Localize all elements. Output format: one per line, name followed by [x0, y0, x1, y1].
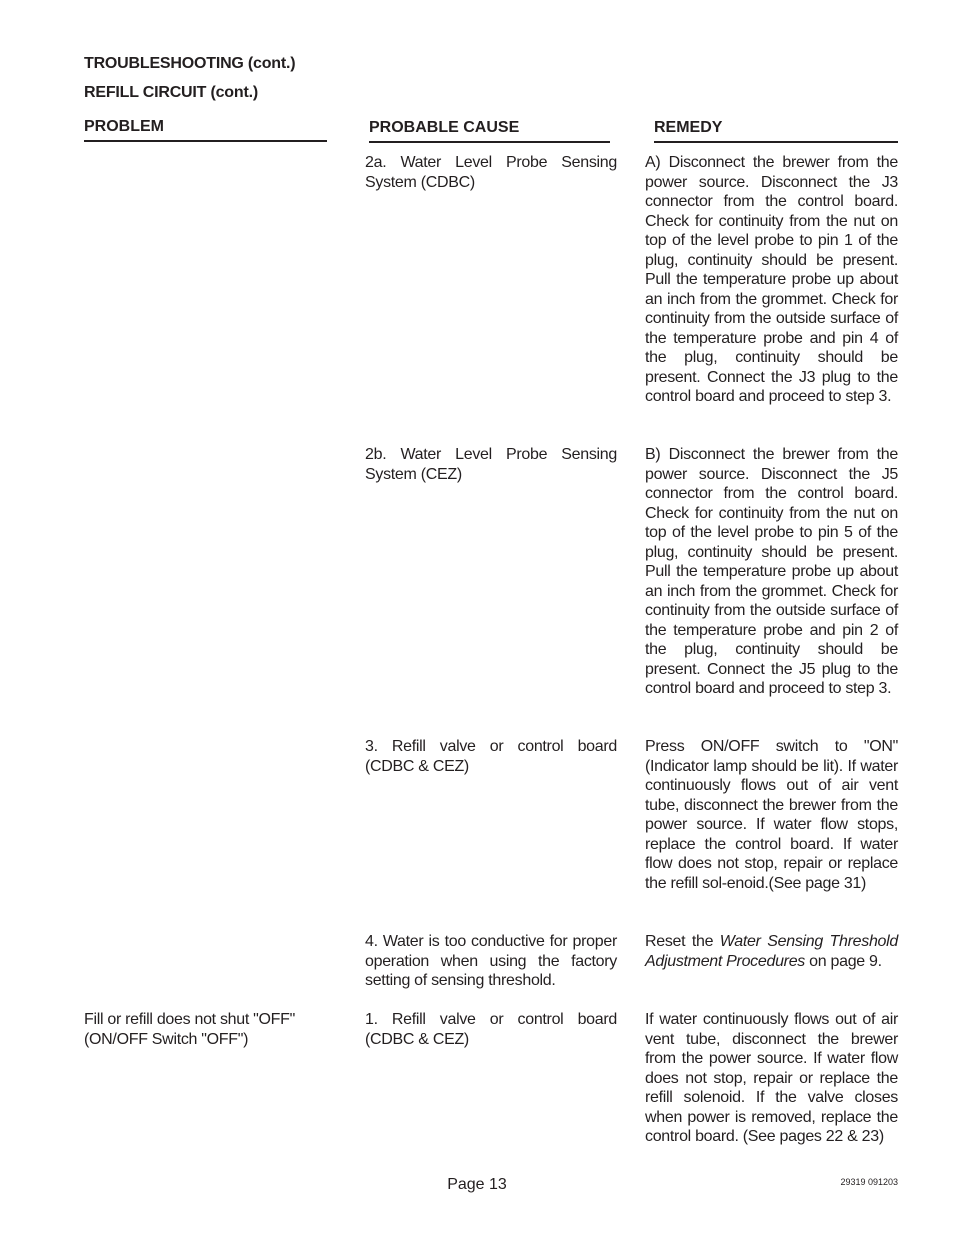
problem-cell: Fill or refill does not shut "OFF" (ON/OFF Switch "OFF"): [84, 1011, 296, 1048]
remedy-text: Reset the: [645, 933, 720, 950]
column-header-cause: PROBABLE CAUSE: [369, 119, 610, 143]
cause-cell: 3. Refill valve or control board (CDBC & CEZ): [365, 738, 617, 775]
remedy-cell: B) Disconnect the brewer from the power source. Disconnect the J5 connector from the control board. Check for continuity from the nut on top of the level probe to pin 5 of the plug, continuity should be present. Pull the temperature probe up about an inch from the grommet. Check for continuity from the outside surface of the temperature probe and pin 2 of the plug, continuity should be present. Connect the J5 plug to the control board and proceed to step 3.: [645, 446, 898, 697]
cause-cell: 4. Water is too conductive for proper operation when using the factory setting of sensing threshold.: [365, 933, 617, 989]
column-header-remedy: REMEDY: [654, 119, 898, 143]
cause-cell: 2a. Water Level Probe Sensing System (CDBC): [365, 154, 617, 191]
page-title: TROUBLESHOOTING (cont.): [84, 55, 296, 72]
cause-cell: 1. Refill valve or control board (CDBC & CEZ): [365, 1011, 617, 1048]
remedy-cell: If water continuously flows out of air vent tube, disconnect the brewer from the power source. If water flow does not stop, repair or replace the refill solenoid. If the valve closes when power is removed, replace the control board. (See pages 22 & 23): [645, 1011, 898, 1145]
page-number: Page 13: [447, 1176, 507, 1193]
remedy-cell: Press ON/OFF switch to "ON" (Indicator lamp should be lit). If water continuously flows out of air vent tube, disconnect the brewer from the power source. If water flow stops, replace the control board. If water flow does not stop, repair or replace the refill sol-enoid.(See page 31): [645, 738, 898, 892]
section-subtitle: REFILL CIRCUIT (cont.): [84, 84, 258, 101]
remedy-cell: [645, 932, 898, 971]
column-header-problem: PROBLEM: [84, 118, 327, 142]
cause-cell: 2b. Water Level Probe Sensing System (CEZ): [365, 446, 617, 483]
remedy-cell: A) Disconnect the brewer from the power source. Disconnect the J3 connector from the control board. Check for continuity from the nut on top of the level probe to pin 1 of the plug, continuity should be present. Pull the temperature probe up about an inch from the grommet. Check for continuity from the outside surface of the temperature probe and pin 4 of the plug, continuity should be present. Connect the J3 plug to the control board and proceed to step 3.: [645, 154, 898, 405]
remedy-reference: Water Sensing Threshold Adjustment Procedures: [645, 933, 898, 970]
remedy-text: on page 9.: [805, 952, 882, 970]
document-code: 29319 091203: [840, 1177, 898, 1187]
